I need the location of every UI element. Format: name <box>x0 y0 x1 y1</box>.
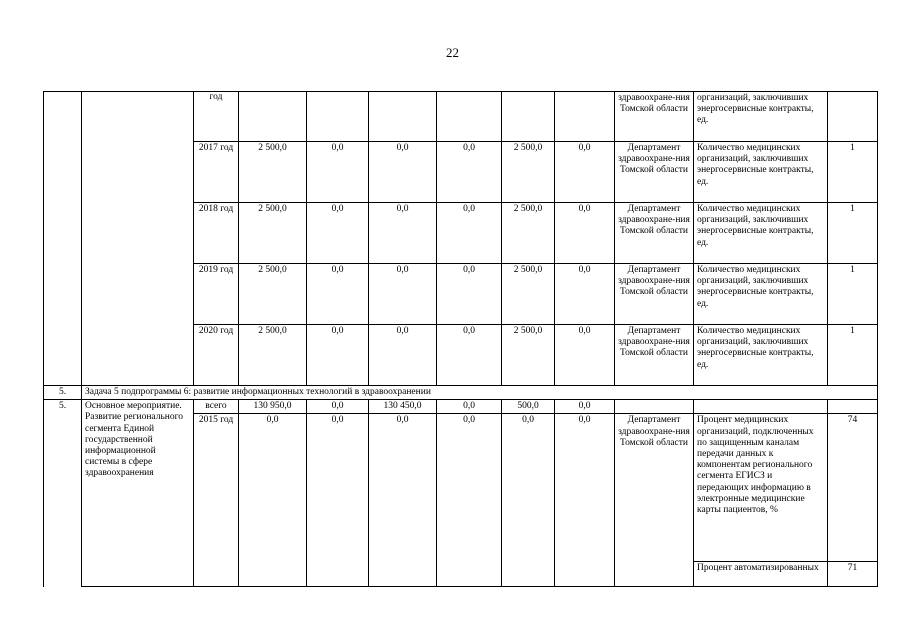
value-cell: 0,0 <box>437 325 502 386</box>
department-cell: Департамент здравоохране-ния Томской области <box>615 264 694 325</box>
value-cell: 0,0 <box>437 142 502 203</box>
total-cell: 2 500,0 <box>239 203 307 264</box>
value-cell: 0,0 <box>437 400 502 414</box>
value-cell: 0,0 <box>437 203 502 264</box>
value-cell: 0,0 <box>369 142 437 203</box>
department-cell: Департамент здравоохране-ния Томской области <box>615 203 694 264</box>
indicator-cell: Количество медицинских организаций, заключивших энергосервисные контракты, ед. <box>694 142 828 203</box>
year-cell: 2017 год <box>194 142 239 203</box>
value-cell: 2 500,0 <box>502 264 555 325</box>
department-cell: Департамент здравоохране-ния Томской области <box>615 142 694 203</box>
value-cell: 0,0 <box>307 400 369 414</box>
indicator-cell: Количество медицинских организаций, заключивших энергосервисные контракты, ед. <box>694 325 828 386</box>
indicator-cell: Количество медицинских организаций, заключивших энергосервисные контракты, ед. <box>694 203 828 264</box>
value-cell: 0,0 <box>437 414 502 587</box>
value-cell: 0,0 <box>502 414 555 587</box>
task-title: Задача 5 подпрограммы 6: развитие информационных технологий в здравоохранении <box>82 386 878 400</box>
target-cell: 1 <box>828 142 878 203</box>
task-row <box>44 386 878 400</box>
value-cell: 2 500,0 <box>502 203 555 264</box>
value-cell: 0,0 <box>555 142 615 203</box>
table-row <box>44 92 878 142</box>
value-cell: 0,0 <box>555 264 615 325</box>
total-cell: 2 500,0 <box>239 264 307 325</box>
total-cell: 2 500,0 <box>239 325 307 386</box>
measure-name-cell: Основное мероприятие. Развитие регионального сегмента Единой государственной информационной системы в сфере здравоохранения <box>82 400 194 587</box>
target-cell: 1 <box>828 264 878 325</box>
value-cell: 0,0 <box>437 264 502 325</box>
year-cell: 2020 год <box>194 325 239 386</box>
value-cell: 0,0 <box>555 414 615 587</box>
value-cell: 0,0 <box>307 264 369 325</box>
indicator-cell: Процент автоматизированных <box>694 562 828 587</box>
value-cell: 0,0 <box>555 400 615 414</box>
indicator-cell: Процент медицинских организаций, подключенных по защищенным каналам передачи данных к компонентам регионального сегмента ЕГИСЗ и передающих информацию в электронные медицинские карты пациентов, % <box>694 414 828 562</box>
target-cell: 71 <box>828 562 878 587</box>
year-cell: год <box>194 92 239 142</box>
value-cell: 130 450,0 <box>369 400 437 414</box>
measure-name-cell <box>82 92 194 386</box>
value-cell: 2 500,0 <box>502 325 555 386</box>
indicator-cell: организаций, заключивших энергосервисные контракты, ед. <box>694 92 828 142</box>
department-cell: Департамент здравоохране-ния Томской области <box>615 325 694 386</box>
value-cell: 0,0 <box>369 203 437 264</box>
value-cell: 0,0 <box>555 203 615 264</box>
value-cell: 0,0 <box>369 414 437 587</box>
target-cell: 1 <box>828 203 878 264</box>
indicator-cell: Количество медицинских организаций, заключивших энергосервисные контракты, ед. <box>694 264 828 325</box>
total-cell: 2 500,0 <box>239 142 307 203</box>
year-cell: всего <box>194 400 239 414</box>
department-cell: здравоохране-ния Томской области <box>615 92 694 142</box>
target-cell: 74 <box>828 414 878 562</box>
year-cell: 2019 год <box>194 264 239 325</box>
total-cell: 0,0 <box>239 414 307 587</box>
value-cell: 0,0 <box>307 325 369 386</box>
department-cell: Департамент здравоохране-ния Томской области <box>615 414 694 587</box>
row-number-cell: 5. <box>44 400 82 587</box>
value-cell: 0,0 <box>307 203 369 264</box>
value-cell: 0,0 <box>555 325 615 386</box>
page-number: 22 <box>446 45 459 60</box>
value-cell: 2 500,0 <box>502 142 555 203</box>
value-cell: 0,0 <box>369 325 437 386</box>
value-cell: 0,0 <box>307 414 369 587</box>
year-cell: 2015 год <box>194 414 239 587</box>
value-cell: 500,0 <box>502 400 555 414</box>
year-cell: 2018 год <box>194 203 239 264</box>
value-cell: 0,0 <box>307 142 369 203</box>
value-cell: 0,0 <box>369 264 437 325</box>
program-table <box>43 91 878 587</box>
table-row <box>44 400 878 414</box>
total-cell: 130 950,0 <box>239 400 307 414</box>
task-number: 5. <box>44 386 82 400</box>
target-cell: 1 <box>828 325 878 386</box>
row-number-cell <box>44 92 82 386</box>
